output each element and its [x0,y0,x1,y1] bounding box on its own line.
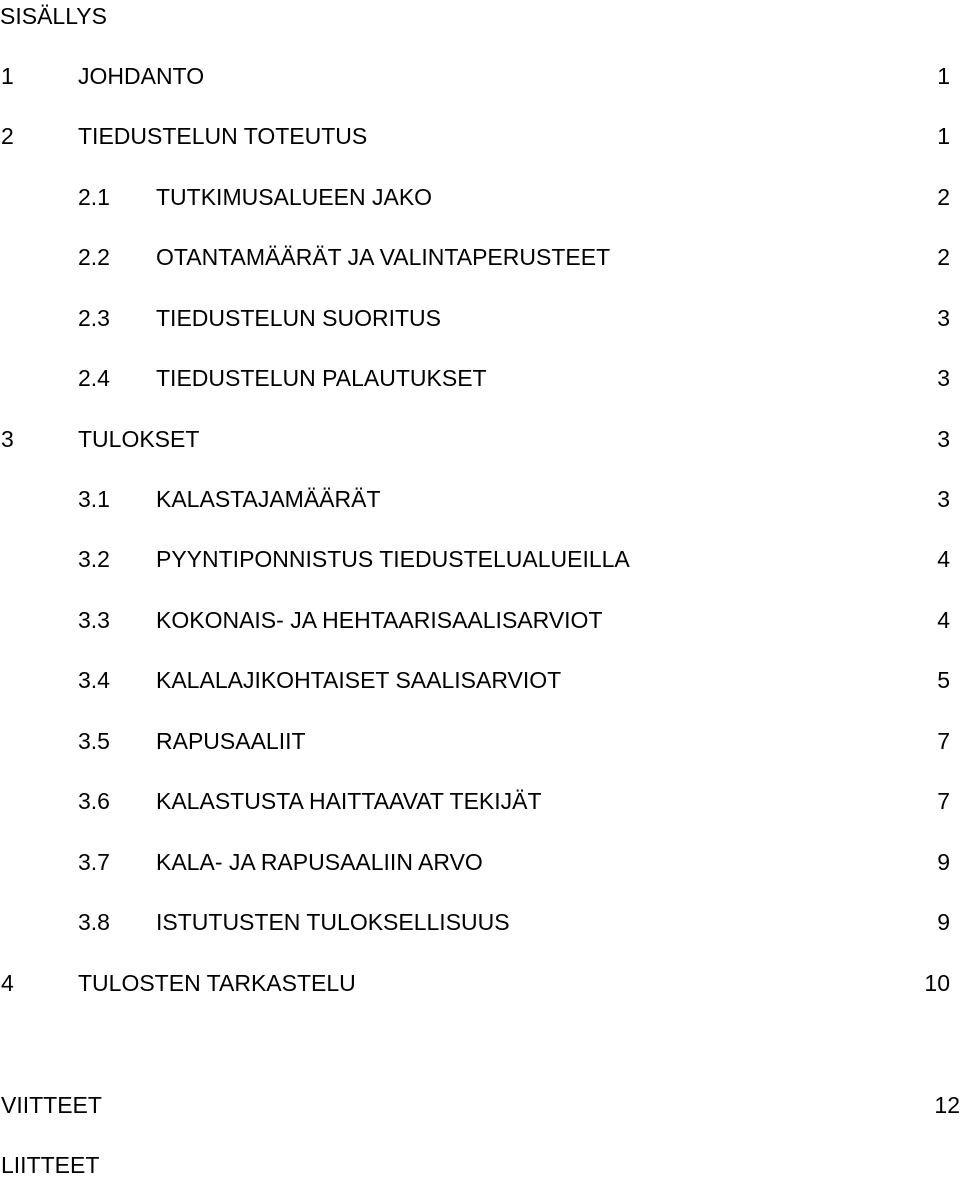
toc-entry-number: 3.3 [78,607,110,633]
toc-entry-title: TUTKIMUSALUEEN JAKO [156,184,433,210]
toc-entry-page: 3 [937,365,950,391]
toc-entry-number: 3.2 [78,546,110,572]
toc-entry-number: 2.1 [78,184,110,210]
toc-entry-1[interactable] [0,62,960,90]
toc-entry-2-3[interactable] [0,304,960,332]
toc-entry-page: 3 [937,486,950,512]
toc-entry-title: LIITTEET [1,1152,100,1178]
toc-entry-title: TIEDUSTELUN PALAUTUKSET [156,365,487,391]
toc-entry-references[interactable] [0,1091,960,1119]
toc-entry-number: 3.7 [78,849,110,875]
toc-entry-title: KALASTUSTA HAITTAAVAT TEKIJÄT [156,788,542,814]
toc-entry-title: TIEDUSTELUN TOTEUTUS [78,123,368,149]
toc-entry-3-3[interactable] [0,606,960,634]
toc-entry-number: 3.4 [78,667,110,693]
toc-entry-number: 4 [1,970,14,996]
toc-entry-3-2[interactable] [0,545,960,573]
toc-entry-number: 3.8 [78,909,110,935]
toc-entry-number: 2.3 [78,305,110,331]
toc-entry-3-6[interactable] [0,787,960,815]
toc-entry-page: 1 [937,63,950,89]
toc-entry-4[interactable] [0,969,960,997]
toc-entry-3-5[interactable] [0,727,960,755]
toc-entry-page: 5 [937,667,950,693]
toc-entry-3-4[interactable] [0,666,960,694]
toc-entry-title: OTANTAMÄÄRÄT JA VALINTAPERUSTEET [156,244,611,270]
toc-entry-3-8[interactable] [0,908,960,936]
toc-entry-page: 2 [937,184,950,210]
toc-entry-title: PYYNTIPONNISTUS TIEDUSTELUALUEILLA [156,546,630,572]
toc-entry-2[interactable] [0,122,960,150]
toc-entry-title: TULOSTEN TARKASTELU [78,970,356,996]
toc-entry-title: KALALAJIKOHTAISET SAALISARVIOT [156,667,562,693]
toc-entry-title: VIITTEET [1,1092,102,1118]
toc-entry-page: 3 [937,426,950,452]
toc-entry-3-1[interactable] [0,485,960,513]
toc-entry-page: 4 [937,546,950,572]
toc-entry-number: 2.4 [78,365,110,391]
toc-entry-3-7[interactable] [0,848,960,876]
toc-entry-page: 9 [937,909,950,935]
toc-entry-page: 7 [937,728,950,754]
toc-entry-title: TULOKSET [78,426,200,452]
toc-entry-title: KALASTAJAMÄÄRÄT [156,486,381,512]
toc-entry-page: 10 [924,970,950,996]
toc-entry-title: RAPUSAALIIT [156,728,306,754]
toc-entry-2-1[interactable] [0,183,960,211]
toc-entry-title: KALA- JA RAPUSAALIIN ARVO [156,849,483,875]
toc-entry-number: 3.1 [78,486,110,512]
toc-entry-2-2[interactable] [0,243,960,271]
toc-entry-page: 7 [937,788,950,814]
toc-entry-number: 1 [1,63,14,89]
toc-entry-page: 9 [937,849,950,875]
toc-entry-number: 2.2 [78,244,110,270]
toc-entry-page: 4 [937,607,950,633]
toc-entry-number: 3 [1,426,14,452]
toc-entry-number: 2 [1,123,14,149]
toc-entry-page: 2 [937,244,950,270]
toc-entry-2-4[interactable] [0,364,960,392]
toc-entry-title: JOHDANTO [78,63,205,89]
toc-entry-number: 3.5 [78,728,110,754]
toc-entry-3[interactable] [0,425,960,453]
toc-entry-title: TIEDUSTELUN SUORITUS [156,305,441,331]
toc-entry-page: 3 [937,305,950,331]
toc-entry-title: ISTUTUSTEN TULOKSELLISUUS [156,909,510,935]
toc-heading: SISÄLLYS [0,3,107,29]
toc-entry-page: 12 [934,1092,960,1118]
toc-entry-title: KOKONAIS- JA HEHTAARISAALISARVIOT [156,607,603,633]
toc-entry-number: 3.6 [78,788,110,814]
toc-entry-page: 1 [937,123,950,149]
